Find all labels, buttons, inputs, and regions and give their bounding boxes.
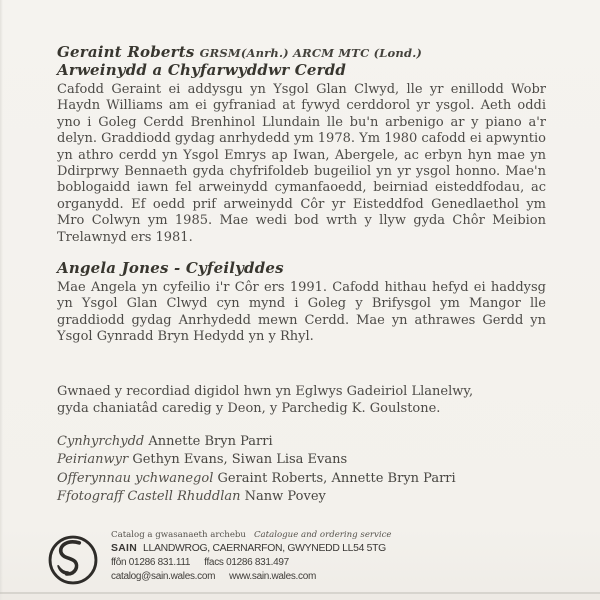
credit-value: Annette Bryn Parri bbox=[148, 433, 273, 449]
phone-number: 01286 831.111 bbox=[128, 557, 191, 568]
geraint-credentials: GRSM(Anrh.) ARCM MTC (Lond.) bbox=[199, 46, 423, 60]
address-text: LLANDWROG, CAERNARFON, GWYNEDD LL54 5TG bbox=[143, 543, 386, 554]
angela-heading: Angela Jones - Cyfeilyddes bbox=[57, 259, 284, 278]
scan-edge-fade bbox=[0, 594, 600, 600]
email-web-line bbox=[111, 570, 392, 584]
angela-biography: Mae Angela yn cyfeilio i'r Côr ers 1991. Cafodd hithau hefyd ei haddysg yn Ysgol Glan Clwyd cyn mynd i Goleg y Brifysgol ym Mangor lle graddiodd gydag Anrhydedd mewn Cerdd. Mae yn athrawes Gerdd yn Ysgol Gynradd Bryn Hedydd yn y Rhyl. bbox=[57, 280, 546, 345]
credit-row-photograph bbox=[57, 488, 546, 506]
phone-label: ffôn bbox=[111, 557, 127, 568]
scan-left-edge bbox=[0, 0, 3, 600]
recording-note-line2: gyda chaniatâd caredig y Deon, y Parchedig K. Goulstone. bbox=[57, 401, 441, 417]
brand-name: SAIN bbox=[111, 543, 138, 554]
address-line bbox=[111, 542, 392, 556]
phone-fax-line bbox=[111, 556, 392, 570]
credit-value: Geraint Roberts, Annette Bryn Parri bbox=[217, 470, 456, 486]
credit-value: Gethyn Evans, Siwan Lisa Evans bbox=[132, 452, 348, 468]
credit-row-producer bbox=[57, 433, 546, 451]
sain-circle-s-logo bbox=[46, 532, 100, 593]
footer-text-block bbox=[111, 529, 392, 584]
geraint-biography: Cafodd Geraint ei addysgu yn Ysgol Glan Clwyd, lle yr enillodd Wobr Haydn Williams am ei gyfraniad at fywyd cerddorol yr ysgol. Aeth oddi yno i Goleg Cerdd Brenhinol Llundain lle bu'n arbenigo ar y piano a'r delyn. Graddiodd gydag anrhydedd ym 1978. Ym 1980 cafodd ei apwyntio yn athro cerdd yn Ysgol Emrys ap Iwan, Abergele, ac erbyn hyn mae yn Ddirprwy Bennaeth gyda chyfrifoldeb bugeiliol yn yr ysgol honno. Mae'n boblogaidd iawn fel arweinydd cymanfaoedd, beirniad eisteddfodau, ac organydd. Ef oedd prif arweinydd Côr yr Eisteddfod Genedlaethol ym Mro Colwyn ym 1985. Mae wedi bod wrth y llyw gyda Chôr Meibion Trelawnyd ers 1981. bbox=[57, 82, 546, 245]
email-address: catalog@sain.wales.com bbox=[111, 571, 216, 582]
credit-label: Offerynnau ychwanegol bbox=[57, 470, 214, 486]
fax-number: 01286 831.497 bbox=[226, 557, 289, 568]
page-content bbox=[57, 42, 546, 506]
catalogue-service-line bbox=[111, 529, 392, 541]
credit-value: Nanw Povey bbox=[244, 488, 326, 504]
geraint-heading bbox=[57, 42, 546, 61]
geraint-name: Geraint Roberts bbox=[57, 43, 195, 61]
website-url: www.sain.wales.com bbox=[229, 571, 317, 582]
credit-label: Cynhyrchydd bbox=[57, 433, 145, 449]
credits-list bbox=[57, 433, 546, 507]
credit-label: Ffotograff Castell Rhuddlan bbox=[57, 488, 241, 504]
credit-row-engineers bbox=[57, 451, 546, 469]
publisher-footer bbox=[46, 529, 392, 593]
fax-label: ffacs bbox=[204, 557, 224, 568]
catalogue-service-welsh: Catalog a gwasanaeth archebu bbox=[111, 530, 246, 540]
recording-note bbox=[57, 383, 546, 418]
catalogue-service-english: Catalogue and ordering service bbox=[253, 530, 392, 540]
credit-row-additional-instruments bbox=[57, 470, 546, 488]
recording-note-line1: Gwnaed y recordiad digidol hwn yn Eglwys Gadeiriol Llanelwy, bbox=[57, 383, 474, 399]
credit-label: Peirianwyr bbox=[57, 452, 129, 468]
geraint-role: Arweinydd a Chyfarwyddwr Cerdd bbox=[57, 61, 347, 79]
